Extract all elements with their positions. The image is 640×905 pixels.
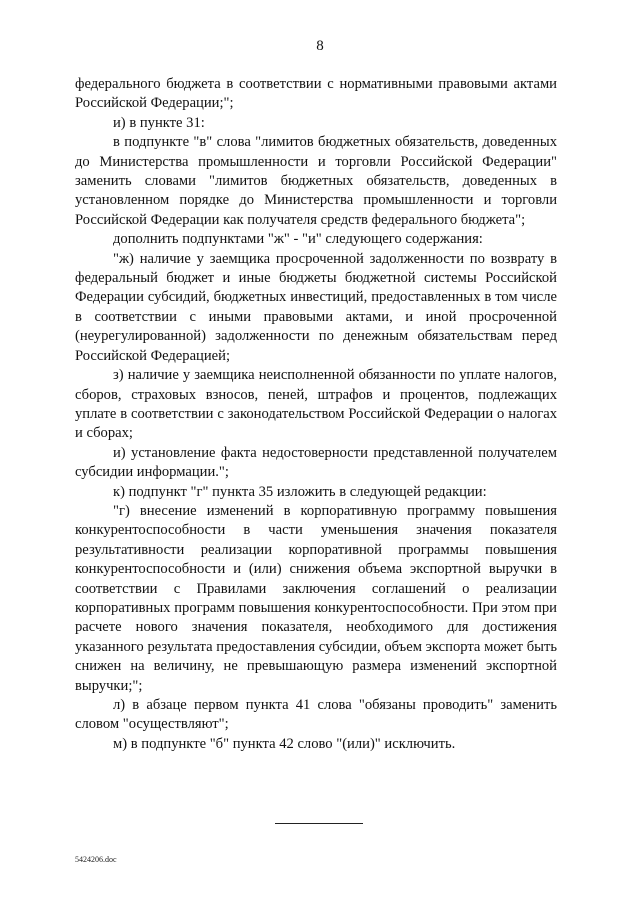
paragraph-add-subitems: дополнить подпунктами "ж" - "и" следующего содержания: [113,231,483,248]
page-number: 8 [316,38,324,54]
paragraph-item-m: м) в подпункте "б" пункта 42 слово "(или)" исключить. [113,735,456,752]
paragraph-item-l: л) в абзаце первом пункта 41 слова "обязаны проводить" заменить словом "осуществляют"; [75,697,557,733]
document-id: 5424206.doc [75,855,117,864]
document-body [75,75,557,754]
paragraph-item-i: и) в пункте 31: [113,114,205,131]
paragraph-subitem-i: и) установление факта недостоверности представленной получателем субсидии информации."; [75,444,557,481]
paragraph-subitem-zh: "ж) наличие у заемщика просроченной задолженности по возврату в федеральный бюджет и иные бюджеты бюджетной системы Российской Федерации субсидий, бюджетных инвестиций, предоставленных в том числе в соответствии с иными правовыми актами, и иной просроченной (неурегулированной) задолженности по денежным обязательствам перед Российской Федерацией; [75,250,557,364]
paragraph-subitem-v: в подпункте "в" слова "лимитов бюджетных обязательств, доведенных до Министерства промышленности и торговли Российской Федерации" заменить словами "лимитов бюджетных обязательств, доведенных в установленном порядке до Министерства промышленности и торговли Российской Федерации как получателя средств федерального бюджета"; [75,134,557,228]
paragraph-subitem-g: "г) внесение изменений в корпоративную программу повышения конкурентоспособности в части уменьшения значения показателя результативности реализации корпоративной программы повышения конкурентоспособности и (или) снижения объема экспортной выручки в соответствии с Правилами заключения соглашений о реализации корпоративных программ повышения конкурентоспособности. При этом при расчете нового значения показателя, необходимого для достижения указанного результата предоставления субсидии, объем экспорта может быть снижен на величину, не превышающую размера изменений экспортной выручки;"; [75,502,557,694]
paragraph-subitem-z: з) наличие у заемщика неисполненной обязанности по уплате налогов, сборов, страховых взносов, пеней, штрафов и процентов, подлежащих уплате в соответствии с законодательством Российской Федерации о налогах и сборах; [75,367,557,442]
paragraph-continuation: федерального бюджета в соответствии с нормативными правовыми актами Российской Федерации;"; [75,76,557,112]
divider-line [275,823,363,824]
paragraph-item-k: к) подпункт "г" пункта 35 изложить в следующей редакции: [113,483,487,500]
